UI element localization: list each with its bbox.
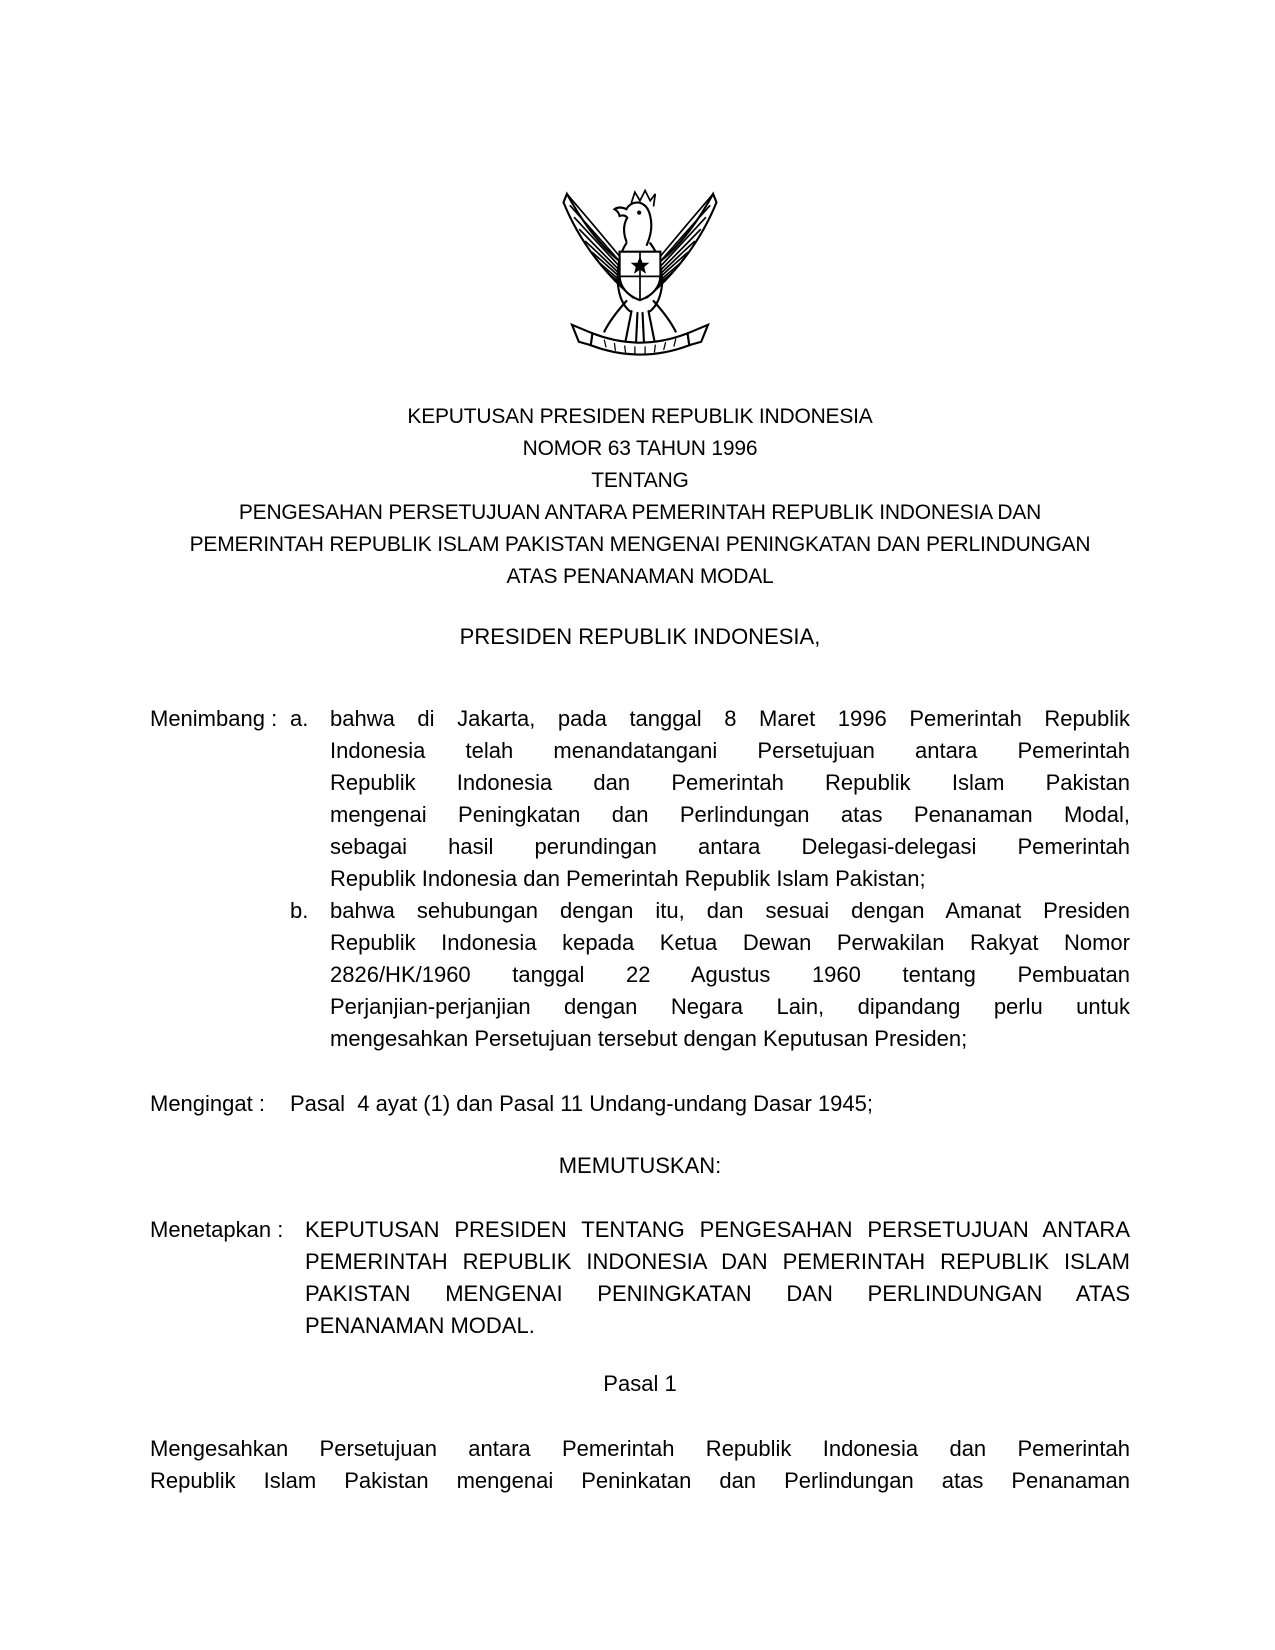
text-line: KEPUTUSAN PRESIDEN TENTANG PENGESAHAN PERSETUJUAN ANTARA xyxy=(305,1217,1130,1242)
text-line: mengenai Peningkatan dan Perlindungan atas Penanaman Modal, xyxy=(330,802,1130,827)
title-line-subject-2: PEMERINTAH REPUBLIK ISLAM PAKISTAN MENGENAI PENINGKATAN DAN PERLINDUNGAN xyxy=(189,533,1091,556)
text-line: 2826/HK/1960 tanggal 22 Agustus 1960 tentang Pembuatan xyxy=(330,962,1130,987)
text-line: PAKISTAN MENGENAI PENINGKATAN DAN PERLINDUNGAN ATAS xyxy=(305,1281,1130,1306)
pasal-1-heading: Pasal 1 xyxy=(603,1371,677,1396)
text-line: Republik Indonesia dan Pemerintah Republik Islam Pakistan; xyxy=(330,866,926,891)
menimbang-clause xyxy=(150,703,1130,1055)
menetapkan-clause xyxy=(150,1214,1130,1342)
text-line: Republik Indonesia dan Pemerintah Republik Islam Pakistan xyxy=(330,770,1130,795)
memutuskan-heading: MEMUTUSKAN: xyxy=(558,1153,722,1178)
menimbang-item-b-marker: b. xyxy=(290,898,309,923)
garuda-pancasila-emblem xyxy=(555,165,725,369)
menimbang-item-a-text xyxy=(330,703,1130,895)
menimbang-item-b xyxy=(290,895,1130,1055)
text-line: Perjanjian-perjanjian dengan Negara Lain, dipandang perlu untuk xyxy=(330,994,1130,1019)
emblem-container xyxy=(150,165,1130,369)
mengingat-text: Pasal 4 ayat (1) dan Pasal 11 Undang-undang Dasar 1945; xyxy=(290,1091,873,1116)
menimbang-item-a-marker: a. xyxy=(290,706,309,731)
text-line: bahwa di Jakarta, pada tanggal 8 Maret 1996 Pemerintah Republik xyxy=(330,706,1130,731)
title-line-subject-1: PENGESAHAN PERSETUJUAN ANTARA PEMERINTAH REPUBLIK INDONESIA DAN xyxy=(238,501,1042,524)
title-line-nomor: NOMOR 63 TAHUN 1996 xyxy=(522,437,758,460)
text-line: Republik Islam Pakistan mengenai Peninkatan dan Perlindungan atas Penanaman xyxy=(150,1468,1130,1493)
text-line: bahwa sehubungan dengan itu, dan sesuai dengan Amanat Presiden xyxy=(330,898,1130,923)
text-line: Mengesahkan Persetujuan antara Pemerintah Republik Indonesia dan Pemerintah xyxy=(150,1436,1130,1461)
menimbang-label: Menimbang : xyxy=(150,706,278,731)
mengingat-label: Mengingat : xyxy=(150,1091,265,1116)
mengingat-clause xyxy=(150,1088,1130,1120)
menetapkan-label: Menetapkan : xyxy=(150,1217,284,1242)
text-line: Republik Indonesia kepada Ketua Dewan Perwakilan Rakyat Nomor xyxy=(330,930,1130,955)
menetapkan-text xyxy=(305,1214,1130,1342)
menimbang-items xyxy=(290,703,1130,1055)
title-line-keputusan: KEPUTUSAN PRESIDEN REPUBLIK INDONESIA xyxy=(407,405,873,428)
text-line: PENANAMAN MODAL. xyxy=(305,1313,535,1338)
title-line-subject-3: ATAS PENANAMAN MODAL xyxy=(506,565,774,588)
pasal-1-paragraph xyxy=(150,1433,1130,1497)
title-line-tentang: TENTANG xyxy=(591,469,689,492)
text-line: PEMERINTAH REPUBLIK INDONESIA DAN PEMERINTAH REPUBLIK ISLAM xyxy=(305,1249,1130,1274)
menimbang-item-a xyxy=(290,703,1130,895)
text-line: Indonesia telah menandatangani Persetujuan antara Pemerintah xyxy=(330,738,1130,763)
document-title-block xyxy=(150,401,1130,593)
menimbang-item-b-text xyxy=(330,895,1130,1055)
salutation-line: PRESIDEN REPUBLIK INDONESIA, xyxy=(459,624,821,649)
text-line: sebagai hasil perundingan antara Delegasi-delegasi Pemerintah xyxy=(330,834,1130,859)
text-line: mengesahkan Persetujuan tersebut dengan Keputusan Presiden; xyxy=(330,1026,968,1051)
